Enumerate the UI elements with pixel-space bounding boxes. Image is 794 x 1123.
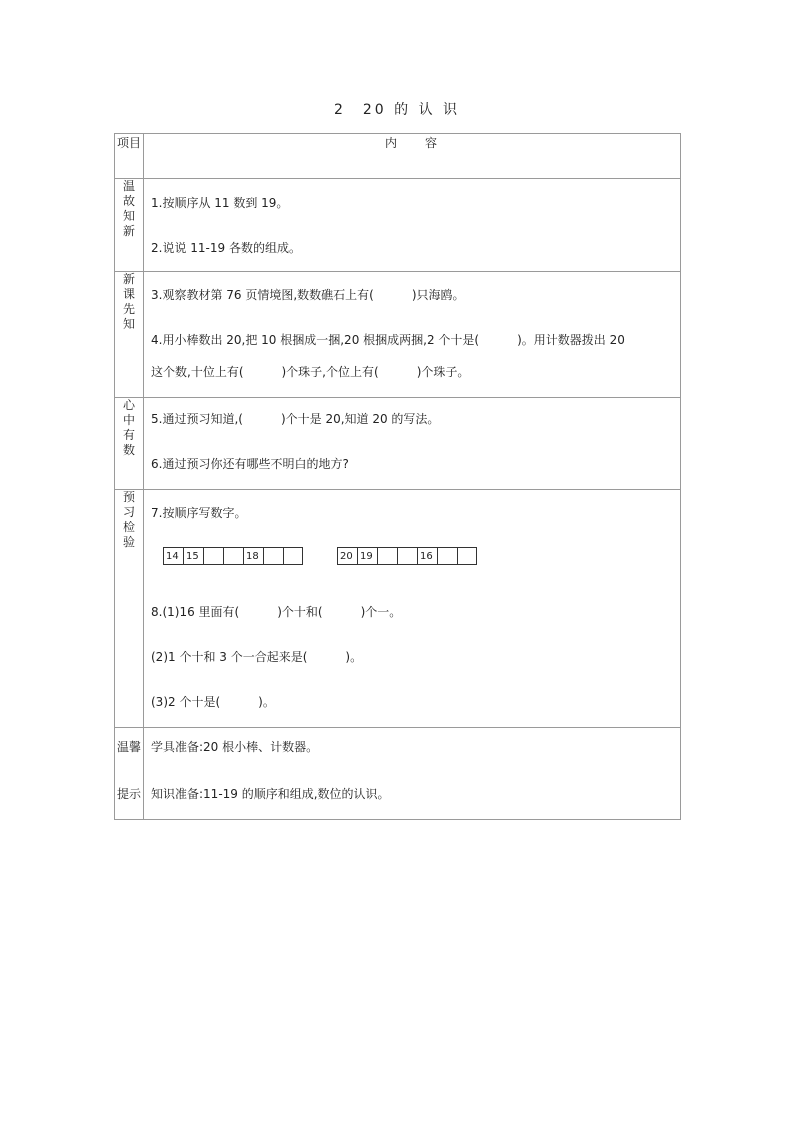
question-8-text-f: (3)2 个十是( bbox=[151, 695, 221, 709]
section-tips-label-2: 提示 bbox=[116, 787, 141, 801]
question-8-text-d: (2)1 个十和 3 个一合起来是( bbox=[151, 650, 308, 664]
sequence-ascending-box[interactable] bbox=[203, 547, 223, 565]
sequence-boxes-ascending bbox=[163, 547, 303, 565]
page-title: 2 20 的 认 识 bbox=[333, 102, 461, 118]
question-8-text-b: )个十和( bbox=[277, 605, 323, 619]
section-check-row bbox=[115, 490, 681, 728]
sequence-ascending-box[interactable] bbox=[223, 547, 243, 565]
sequence-descending-box[interactable] bbox=[397, 547, 417, 565]
sequence-descending-box: 20 bbox=[337, 547, 357, 565]
sequence-descending-box[interactable] bbox=[457, 547, 477, 565]
question-8-2 bbox=[151, 648, 362, 665]
section-tips-label-cell bbox=[115, 728, 144, 820]
question-5-text-b: )个十是 20,知道 20 的写法。 bbox=[280, 412, 440, 426]
section-mind-row bbox=[115, 398, 681, 490]
question-4-text-e: )个珠子。 bbox=[416, 365, 470, 379]
tip-2: 知识准备:11-19 的顺序和组成,数位的认识。 bbox=[151, 787, 390, 801]
header-content-label-1: 内 bbox=[384, 136, 399, 150]
question-5-text-a: 5.通过预习知道,( bbox=[151, 412, 243, 426]
sequence-descending-box: 19 bbox=[357, 547, 377, 565]
section-mind-content bbox=[144, 398, 681, 490]
question-2: 2.说说 11-19 各数的组成。 bbox=[151, 241, 301, 255]
section-preview-row bbox=[115, 272, 681, 398]
question-4-text-b: )。用计数器拨出 20 bbox=[517, 333, 625, 347]
question-3-text-a: 3.观察教材第 76 页情境图,数数礁石上有( bbox=[151, 288, 374, 302]
header-item-label: 项目 bbox=[116, 136, 141, 150]
header-content-label-2: 容 bbox=[425, 136, 440, 150]
section-check-label-cell bbox=[115, 490, 144, 728]
question-6: 6.通过预习你还有哪些不明白的地方? bbox=[151, 457, 349, 471]
section-review-row bbox=[115, 179, 681, 272]
section-check-label: 预习检验 bbox=[122, 490, 135, 549]
question-3-text-b: )只海鸥。 bbox=[411, 288, 465, 302]
sequence-descending-box[interactable] bbox=[437, 547, 457, 565]
preview-table bbox=[114, 133, 681, 820]
question-8-text-g: )。 bbox=[258, 695, 275, 709]
section-check-content bbox=[144, 490, 681, 728]
section-preview-content bbox=[144, 272, 681, 398]
question-8-1 bbox=[151, 603, 401, 620]
section-tips-content bbox=[144, 728, 681, 820]
question-4-text-c: 这个数,十位上有( bbox=[151, 365, 244, 379]
question-8-text-a: 8.(1)16 里面有( bbox=[151, 605, 240, 619]
question-4-text-d: )个珠子,个位上有( bbox=[281, 365, 379, 379]
sequence-ascending-box: 15 bbox=[183, 547, 203, 565]
section-review-content bbox=[144, 179, 681, 272]
section-tips-label-1: 温馨 bbox=[116, 740, 141, 754]
question-4-line-1 bbox=[151, 331, 625, 348]
section-tips-row bbox=[115, 728, 681, 820]
question-7: 7.按顺序写数字。 bbox=[151, 506, 247, 520]
sequence-boxes-descending bbox=[337, 547, 477, 565]
question-1: 1.按顺序从 11 数到 19。 bbox=[151, 196, 289, 210]
header-item-cell bbox=[115, 134, 144, 179]
section-preview-label-cell bbox=[115, 272, 144, 398]
question-4-text-a: 4.用小棒数出 20,把 10 根捆成一捆,20 根捆成两捆,2 个十是( bbox=[151, 333, 480, 347]
sequence-ascending-box[interactable] bbox=[263, 547, 283, 565]
table-header-row bbox=[115, 134, 681, 179]
section-review-label: 温故知新 bbox=[122, 179, 135, 238]
question-8-text-c: )个一。 bbox=[360, 605, 402, 619]
sequence-descending-box: 16 bbox=[417, 547, 437, 565]
question-4-line-2 bbox=[151, 363, 469, 380]
question-3 bbox=[151, 286, 465, 303]
section-preview-label: 新课先知 bbox=[122, 272, 135, 331]
section-mind-label-cell bbox=[115, 398, 144, 490]
question-5 bbox=[151, 410, 439, 427]
sequence-ascending-box: 14 bbox=[163, 547, 183, 565]
sequence-ascending-box[interactable] bbox=[283, 547, 303, 565]
sequence-descending-box[interactable] bbox=[377, 547, 397, 565]
sequence-ascending-box: 18 bbox=[243, 547, 263, 565]
section-mind-label: 心中有数 bbox=[122, 398, 135, 457]
question-8-text-e: )。 bbox=[345, 650, 363, 664]
question-8-3 bbox=[151, 693, 275, 710]
tip-1: 学具准备:20 根小棒、计数器。 bbox=[151, 740, 319, 754]
header-content-cell bbox=[144, 134, 681, 179]
section-review-label-cell bbox=[115, 179, 144, 272]
